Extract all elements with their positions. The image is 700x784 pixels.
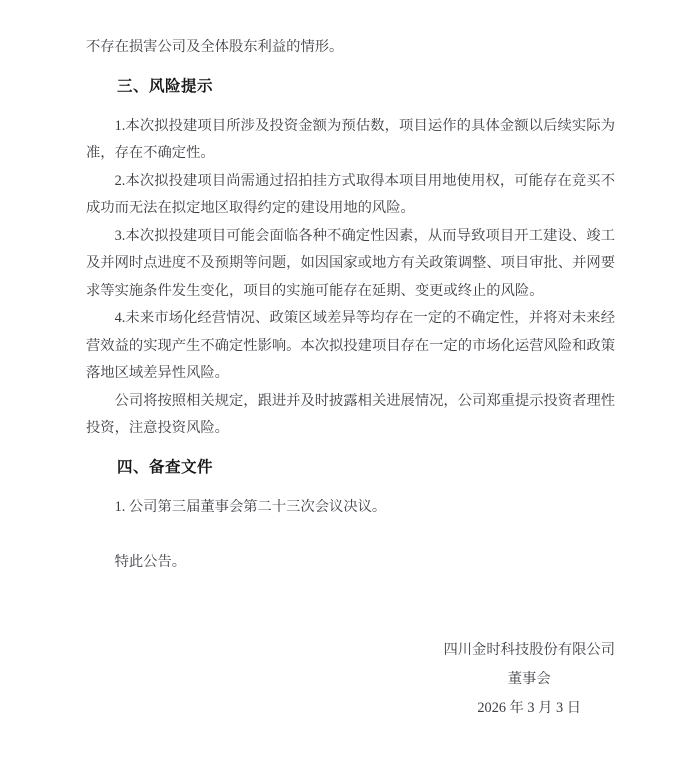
reference-item-1: 1. 公司第三届董事会第二十三次会议决议。: [114, 498, 387, 515]
signature-date: 2026 年 3 月 3 日: [477, 699, 582, 716]
section-heading-documents: 四、备查文件: [117, 459, 214, 476]
risk-item-4: 4.未来市场化经营情况、政策区域差异等均存在一定的不确定性，并将对未来经营效益的实现产生不确定性影响。本次拟投建项目存在一定的市场化运营风险和政策落地区域差异性风险。: [86, 310, 615, 381]
signature-board: 董事会: [507, 670, 551, 687]
paragraph-continuation: 不存在损害公司及全体股东利益的情形。: [86, 39, 344, 55]
signature-company: 四川金时科技股份有限公司: [443, 641, 615, 658]
signature-block: [443, 636, 615, 723]
risk-item-2: 2.本次拟投建项目尚需通过招拍挂方式取得本项目用地使用权，可能存在竞买不成功而无法在拟定地区取得约定的建设用地的风险。: [86, 172, 615, 216]
risk-item-1: 1.本次拟投建项目所涉及投资金额为预估数，项目运作的具体金额以后续实际为准，存在不确定性。: [86, 117, 615, 161]
disclosure-note: 公司将按照相关规定，跟进并及时披露相关进展情况，公司郑重提示投资者理性投资，注意投资风险。: [86, 392, 615, 436]
risk-item-3: 3.本次拟投建项目可能会面临各种不确定性因素，从而导致项目开工建设、竣工及并网时点进度不及预期等问题，如因国家或地方有关政策调整、项目审批、并网要求等实施条件发生变化，项目的实施可能存在延期、变更或终止的风险。: [86, 227, 615, 299]
section-heading-risk: 三、风险提示: [117, 78, 214, 95]
closing-statement: 特此公告。: [114, 554, 187, 570]
